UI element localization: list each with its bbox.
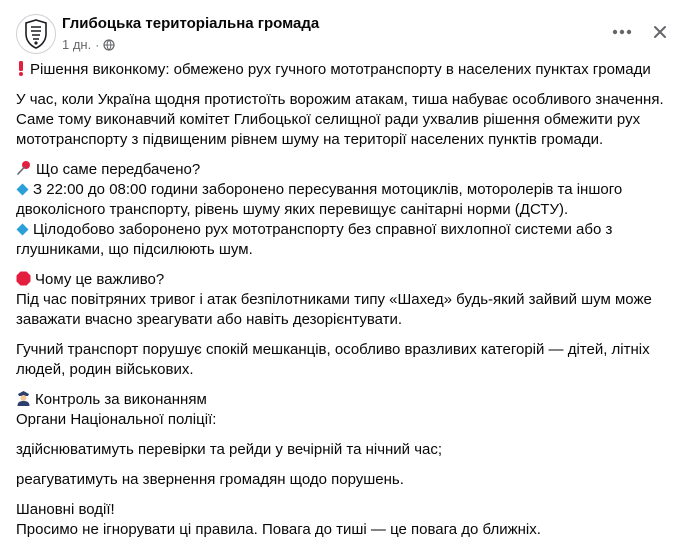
duty-paragraph (16, 470, 668, 490)
intro-line: Саме тому виконавчий комітет Глибоцької селищної ради ухвалив рішення обмежити рух (16, 111, 641, 128)
meta-separator: · (95, 37, 100, 52)
provision-text: глушниками, що підсилюють шум. (16, 241, 253, 258)
more-options-button[interactable] (604, 14, 640, 50)
post-meta (62, 37, 115, 52)
importance-text: заважати вчасно зреагувати або навіть дезорієнтувати. (16, 311, 403, 328)
transport-paragraph (16, 340, 668, 380)
intro-paragraph (16, 90, 668, 150)
control-heading: Контроль за виконанням (35, 391, 207, 408)
closing-paragraph (16, 500, 668, 540)
post-header (16, 12, 668, 56)
provisions-heading-line (16, 160, 668, 180)
closing-text: Просимо не ігнорувати ці правила. Повага до тиші — це повага до ближніх. (16, 521, 541, 538)
pushpin-icon (16, 160, 32, 176)
importance-text: Під час повітряних тривог і атак безпілотниками типу «Шахед» будь-який зайвий шум може (16, 291, 652, 308)
diamond-icon (16, 223, 29, 236)
provisions-heading: Що саме передбачено? (36, 161, 201, 178)
stop-sign-icon (16, 271, 31, 286)
provision-text: двоколісного транспорту, рівень шуму яких перевищує санітарні норми (ДСТУ). (16, 201, 569, 218)
duty-text: здійснюватимуть перевірки та рейди у вечірній та нічний час; (16, 441, 443, 458)
avatar[interactable] (16, 14, 56, 54)
importance-heading: Чому це важливо? (35, 271, 165, 288)
close-icon (653, 25, 667, 39)
provision-item (16, 180, 668, 200)
transport-text: людей, родин військових. (16, 361, 194, 378)
intro-line: мототранспорту з підвищеним рівнем шуму на території населених пунктів громади. (16, 131, 604, 148)
transport-text: Гучний транспорт порушує спокій мешканців, особливо вразливих категорій — дітей, літніх (16, 341, 650, 358)
coat-of-arms-icon (23, 19, 49, 49)
close-button[interactable] (642, 14, 678, 50)
provision-item (16, 220, 668, 240)
provision-text: З 22:00 до 08:00 години заборонено пересування мотоциклів, моторолерів та іншого (33, 181, 623, 198)
section-importance (16, 270, 668, 330)
control-heading-line (16, 390, 668, 410)
importance-heading-line (16, 270, 668, 290)
post-body (16, 60, 668, 550)
post-title: Рішення виконкому: обмежено рух гучного мототранспорту в населених пунктах громади (30, 61, 651, 78)
section-control (16, 390, 668, 430)
page-name[interactable]: Глибоцька територіальна громада (62, 15, 320, 32)
section-provisions (16, 160, 668, 260)
globe-icon (103, 39, 115, 51)
diamond-icon (16, 183, 29, 196)
control-subtext: Органи Національної поліції: (16, 411, 217, 428)
post-time[interactable]: 1 дн. (62, 37, 92, 52)
provision-text: Цілодобово заборонено рух мототранспорту без справної вихлопної системи або з (33, 221, 613, 238)
police-officer-icon (16, 390, 31, 406)
post-title-line (16, 60, 668, 80)
exclamation-icon (16, 60, 26, 76)
duty-paragraph (16, 440, 668, 460)
more-icon (612, 29, 632, 35)
duty-text: реагуватимуть на звернення громадян щодо порушень. (16, 471, 404, 488)
closing-greeting: Шановні водії! (16, 501, 115, 518)
intro-line: У час, коли Україна щодня протистоїть ворожим атакам, тиша набуває особливого значення. (16, 91, 664, 108)
